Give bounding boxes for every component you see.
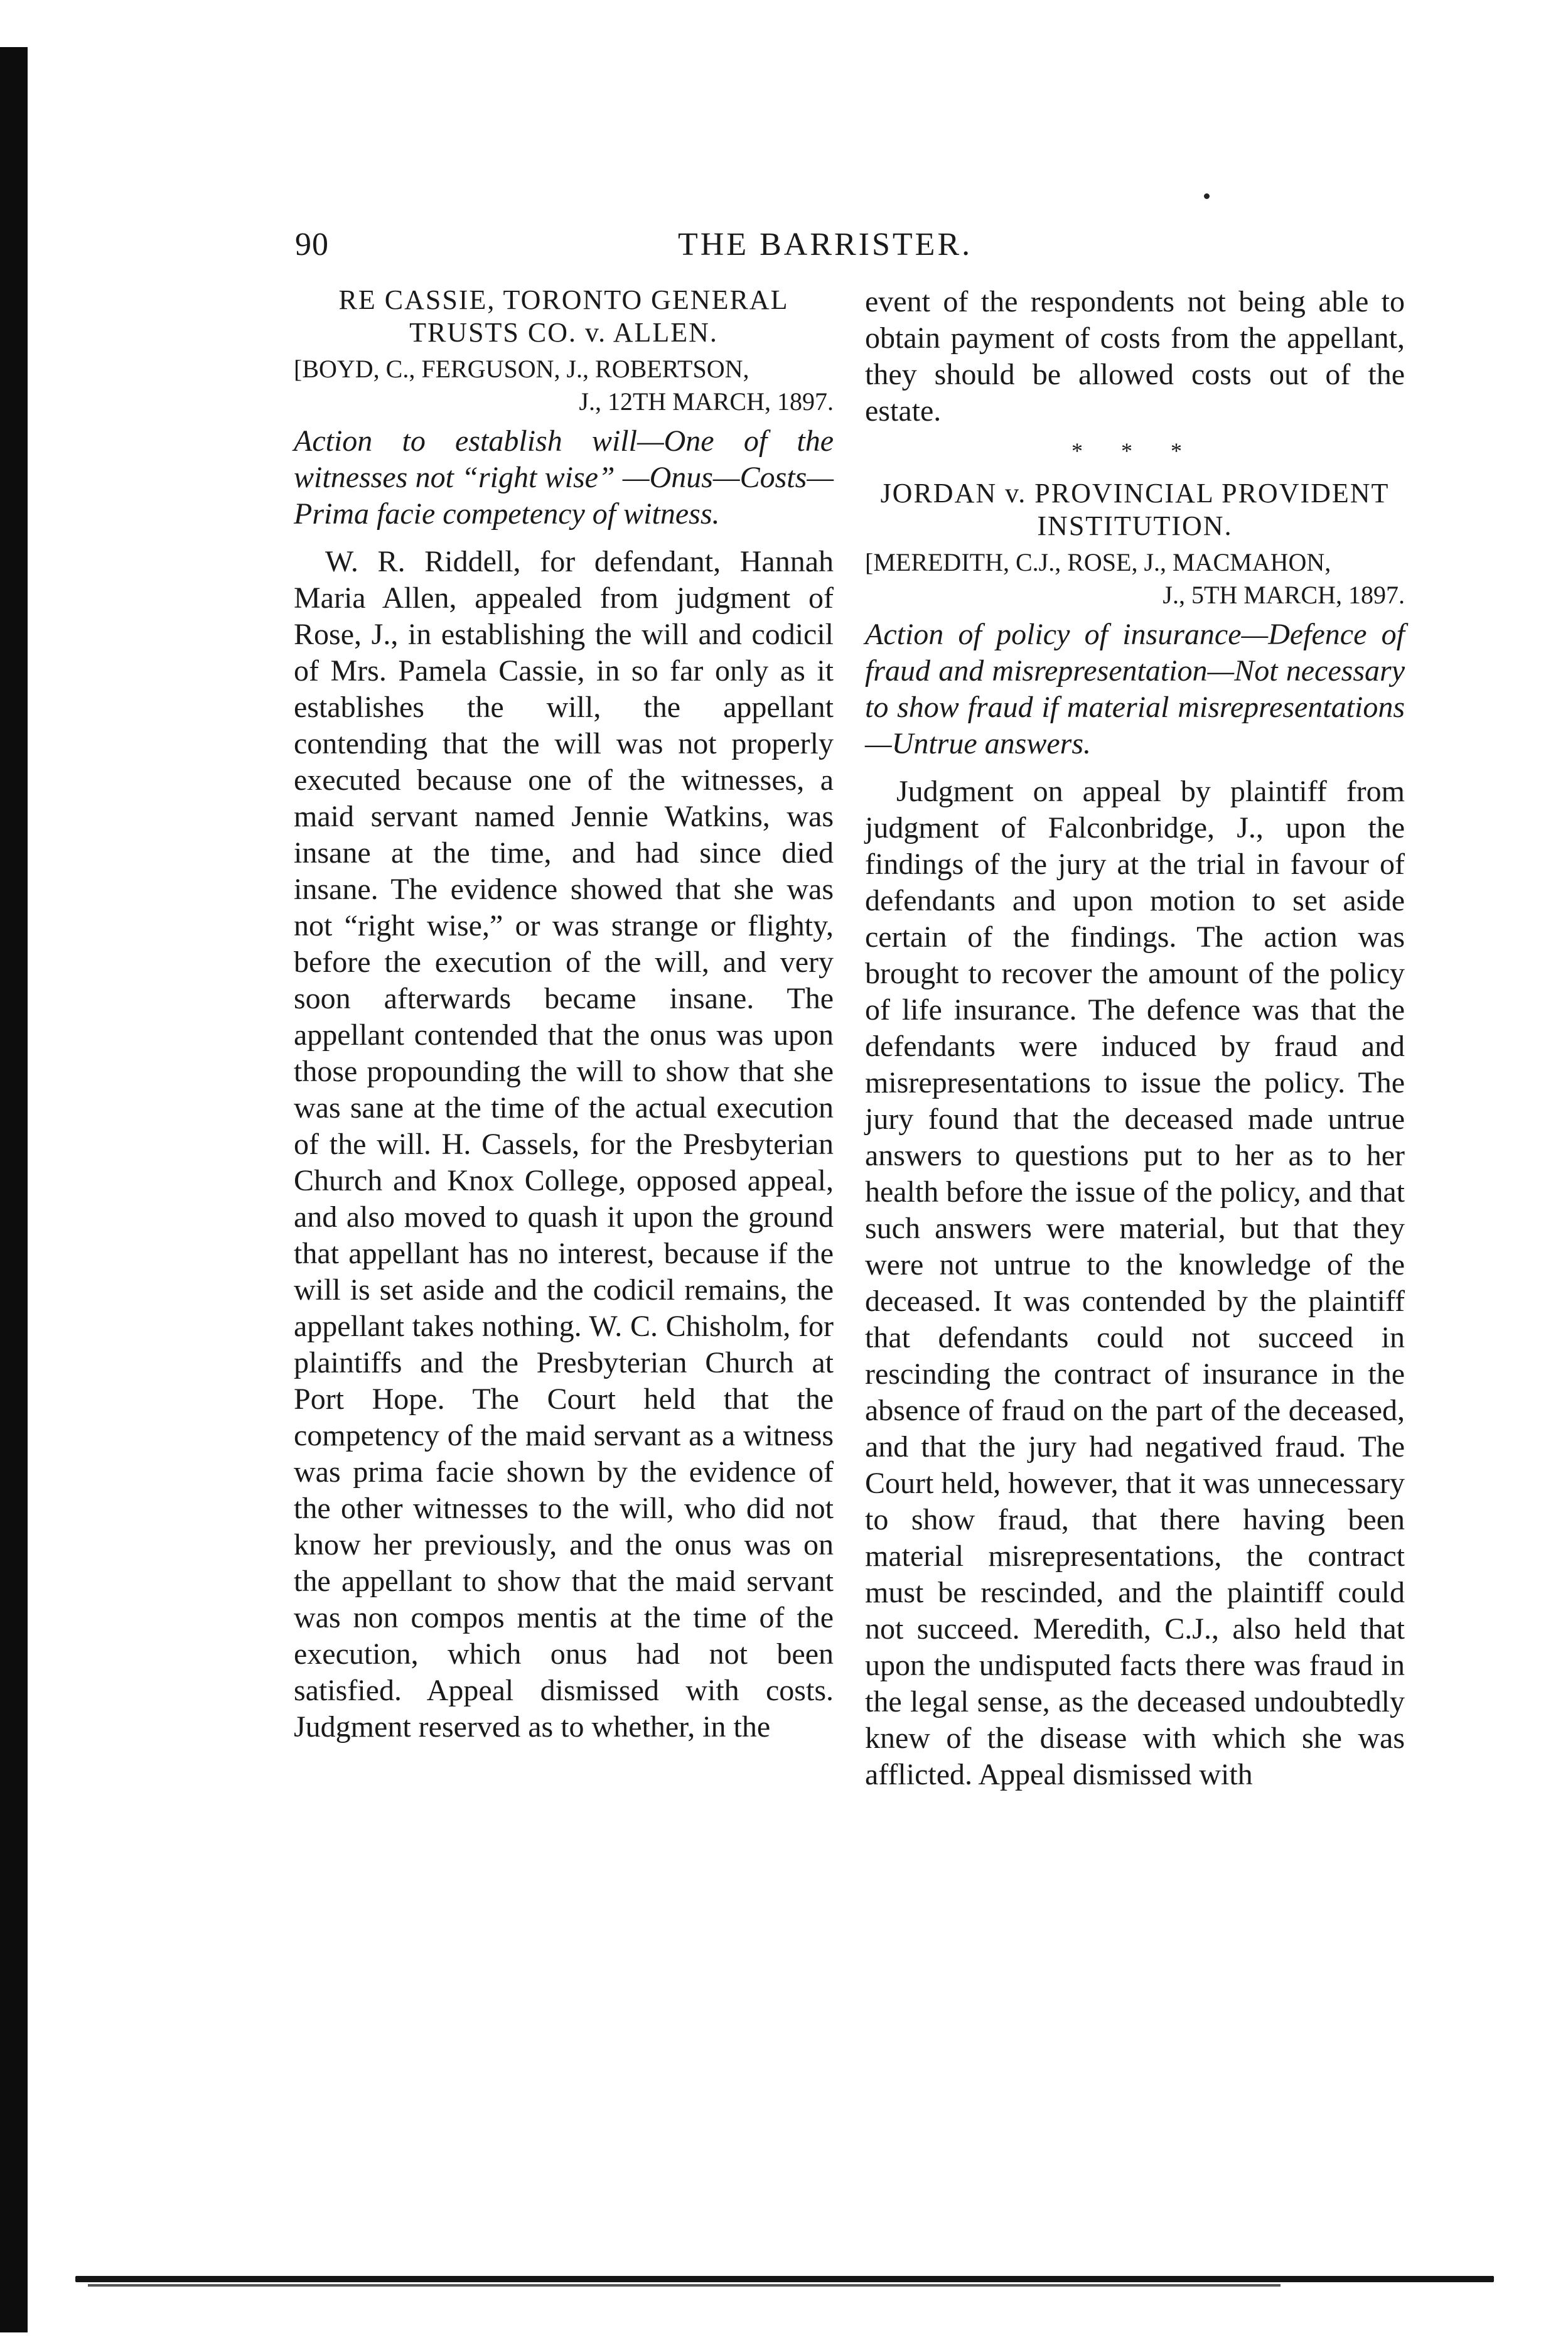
case-title-cassie: RE CASSIE, TORONTO GENERAL TRUSTS CO. v. ALLEN. <box>338 284 789 348</box>
court-citation-cassie <box>294 353 834 418</box>
judgment-text-cassie: W. R. Riddell, for defendant, Hannah Maria Allen, appealed from judgment of Rose, J., in establishing the will and codicil of Mrs. Pamela Cassie, in so far only as it establishes the will, the appellant contending that the will was not properly executed because one of the witnesses, a maid servant named Jennie Watkins, was insane at the time, and had since died insane. The evidence showed that she was not “right wise,” or was strange or flighty, before the execution of the will, and very soon afterwards became insane. The appellant contended that the onus was upon those propounding the will to show that she was sane at the time of the actual execution of the will. H. Cassels, for the Presbyterian Church and Knox College, opposed appeal, and also moved to quash it upon the ground that appellant has no interest, because if the will is set aside and the codicil remains, the appellant takes nothing. W. C. Chisholm, for plaintiffs and the Presbyterian Church at Port Hope. The Court held that the competency of the maid servant as a witness was prima facie shown by the evidence of the other witnesses to the will, who did not know her previously, and the onus was on the appellant to show that the maid servant was non compos mentis at the time of the execution, which onus had not been satisfied. Appeal dismissed with costs. Judgment reserved as to whether, in the <box>294 545 834 1744</box>
headnote-cassie: Action to establish will—One of the witnesses not “right wise” —Onus—Costs—Prima facie competency of witness. <box>294 424 834 531</box>
judgment-text-jordan: Judgment on appeal by plaintiff from judgment of Falconbridge, J., upon the findings of the jury at the trial in favour of defendants and upon motion to set aside certain of the findings. The action was brought to recover the amount of the policy of life insurance. The defence was that the defendants were induced by fraud and misrepresentations to issue the policy. The jury found that the deceased made untrue answers to questions put to her as to her health before the issue of the policy, and that such answers were material, but that they were not untrue to the knowledge of the deceased. It was contended by the plaintiff that defendants could not succeed in rescinding the contract of insurance in the absence of fraud on the part of the deceased, and that the jury had negatived fraud. The Court held, however, that it was unnecessary to show fraud, that there having been material misrepresentations, the contract must be rescinded, and the plaintiff could not succeed. Meredith, C.J., also held that upon the undisputed facts there was fraud in the legal sense, as the deceased undoubtedly knew of the disease with which she was afflicted. Appeal dismissed with <box>865 775 1405 1791</box>
print-speck <box>1204 193 1210 199</box>
court-line: [BOYD, C., FERGUSON, J., ROBERTSON, <box>294 355 749 383</box>
continuation-text: event of the respondents not being able to obtain payment of costs from the appellant, they should be allowed costs out of the estate. <box>865 285 1405 428</box>
date-line: J., 12TH MARCH, 1897. <box>579 387 834 416</box>
court-citation-jordan <box>865 546 1405 612</box>
headnote-jordan: Action of policy of insurance—Defence of fraud and misrepresentation—Not necessary to show fraud if material misrepresentations—Untrue answers. <box>865 618 1405 760</box>
scan-edge-shadow <box>0 47 28 2332</box>
right-column <box>865 284 1405 1793</box>
bottom-rule <box>75 2276 1494 2282</box>
court-line: [MEREDITH, C.J., ROSE, J., MACMAHON, <box>865 548 1331 576</box>
date-line: J., 5TH MARCH, 1897. <box>1163 581 1405 609</box>
bottom-rule-shadow <box>88 2284 1281 2287</box>
section-separator: * * * <box>1071 438 1198 463</box>
case-title-jordan: JORDAN v. PROVINCIAL PROVIDENT INSTITUTION. <box>880 478 1390 541</box>
running-head <box>295 223 1409 267</box>
page-number: 90 <box>295 227 329 262</box>
journal-title: THE BARRISTER. <box>678 227 973 262</box>
left-column <box>294 284 834 1745</box>
